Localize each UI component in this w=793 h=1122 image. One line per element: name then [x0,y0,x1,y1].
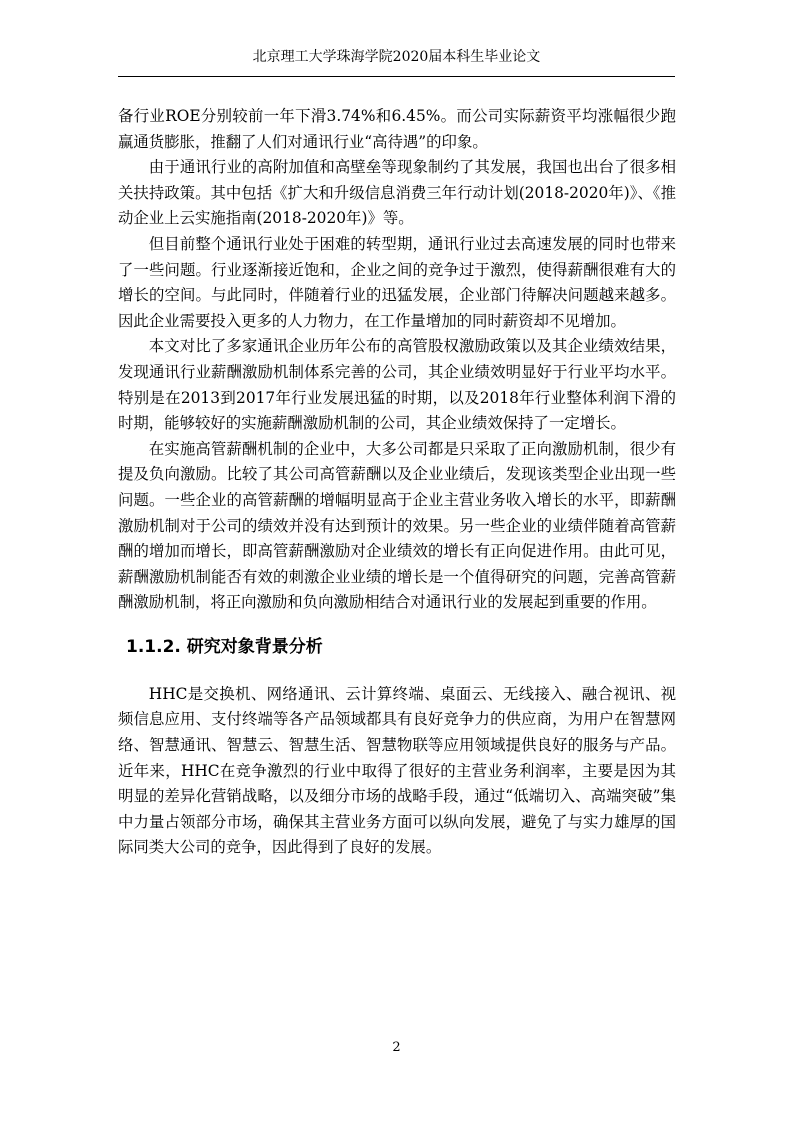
page-number: 2 [392,1040,401,1055]
paragraph-policy: 由于通讯行业的高附加值和高壁垒等现象制约了其发展，我国也出台了很多相关扶持政策。其中包括《扩大和升级信息消费三年行动计划(2018-2020年)》、《推动企业上云实施指南(2018-2020年)》等。 [118,158,676,228]
paragraph-transition: 但目前整个通讯行业处于困难的转型期，通讯行业过去高速发展的同时也带来了一些问题。行业逐渐接近饱和，企业之间的竞争过于激烈，使得薪酬很难有大的增长的空间。与此同时，伴随着行业的迅猛发展，企业部门待解决问题越来越多。因此企业需要投入更多的人力物力，在工作量增加的同时薪资却不见增加。 [118,234,676,330]
paragraph-incentive: 在实施高管薪酬机制的企业中，大多公司都是只采取了正向激励机制，很少有提及负向激励。比较了其公司高管薪酬以及企业业绩后，发现该类型企业出现一些问题。一些企业的高管薪酬的增幅明显高于企业主营业务收入增长的水平，即薪酬激励机制对于公司的绩效并没有达到预计的效果。另一些企业的业绩伴随着高管薪酬的增加而增长，即高管薪酬激励对企业绩效的增长有正向促进作用。由此可见，薪酬激励机制能否有效的刺激企业业绩的增长是一个值得研究的问题，完善高管薪酬激励机制，将正向激励和负向激励相结合对通讯行业的发展起到重要的作用。 [118,439,676,612]
paragraph-comparison: 本文对比了多家通讯企业历年公布的高管股权激励政策以及其企业绩效结果，发现通讯行业薪酬激励机制体系完善的公司，其企业绩效明显好于行业平均水平。特别是在2013到2017年行业发展迅猛的时期，以及2018年行业整体利润下滑的时期，能够较好的实施薪酬激励机制的公司，其企业绩效保持了一定增长。 [118,337,676,433]
paragraph-hhc: HHC是交换机、网络通讯、云计算终端、桌面云、无线接入、融合视讯、视频信息应用、支付终端等各产品领域都具有良好竞争力的供应商，为用户在智慧网络、智慧通讯、智慧云、智慧生活、智慧物联等应用领域提供良好的服务与产品。近年来，HHC在竞争激烈的行业中取得了很好的主营业务利润率，主要是因为其明显的差异化营销战略，以及细分市场的战略手段，通过“低端切入、高端突破”集中力量占领部分市场，确保其主营业务方面可以纵向发展，避免了与实力雄厚的国际同类大公司的竞争，因此得到了良好的发展。 [118,684,676,857]
section-heading: 1.1.2. 研究对象背景分析 [126,636,323,657]
body-text [118,104,676,861]
paragraph-continued: 备行业ROE分别较前一年下滑3.74%和6.45%。而公司实际薪资平均涨幅很少跑赢通货膨胀，推翻了人们对通讯行业“高待遇”的印象。 [118,107,676,151]
header-rule [118,76,675,77]
page-header: 北京理工大学珠海学院2020届本科生毕业论文 [252,49,541,65]
